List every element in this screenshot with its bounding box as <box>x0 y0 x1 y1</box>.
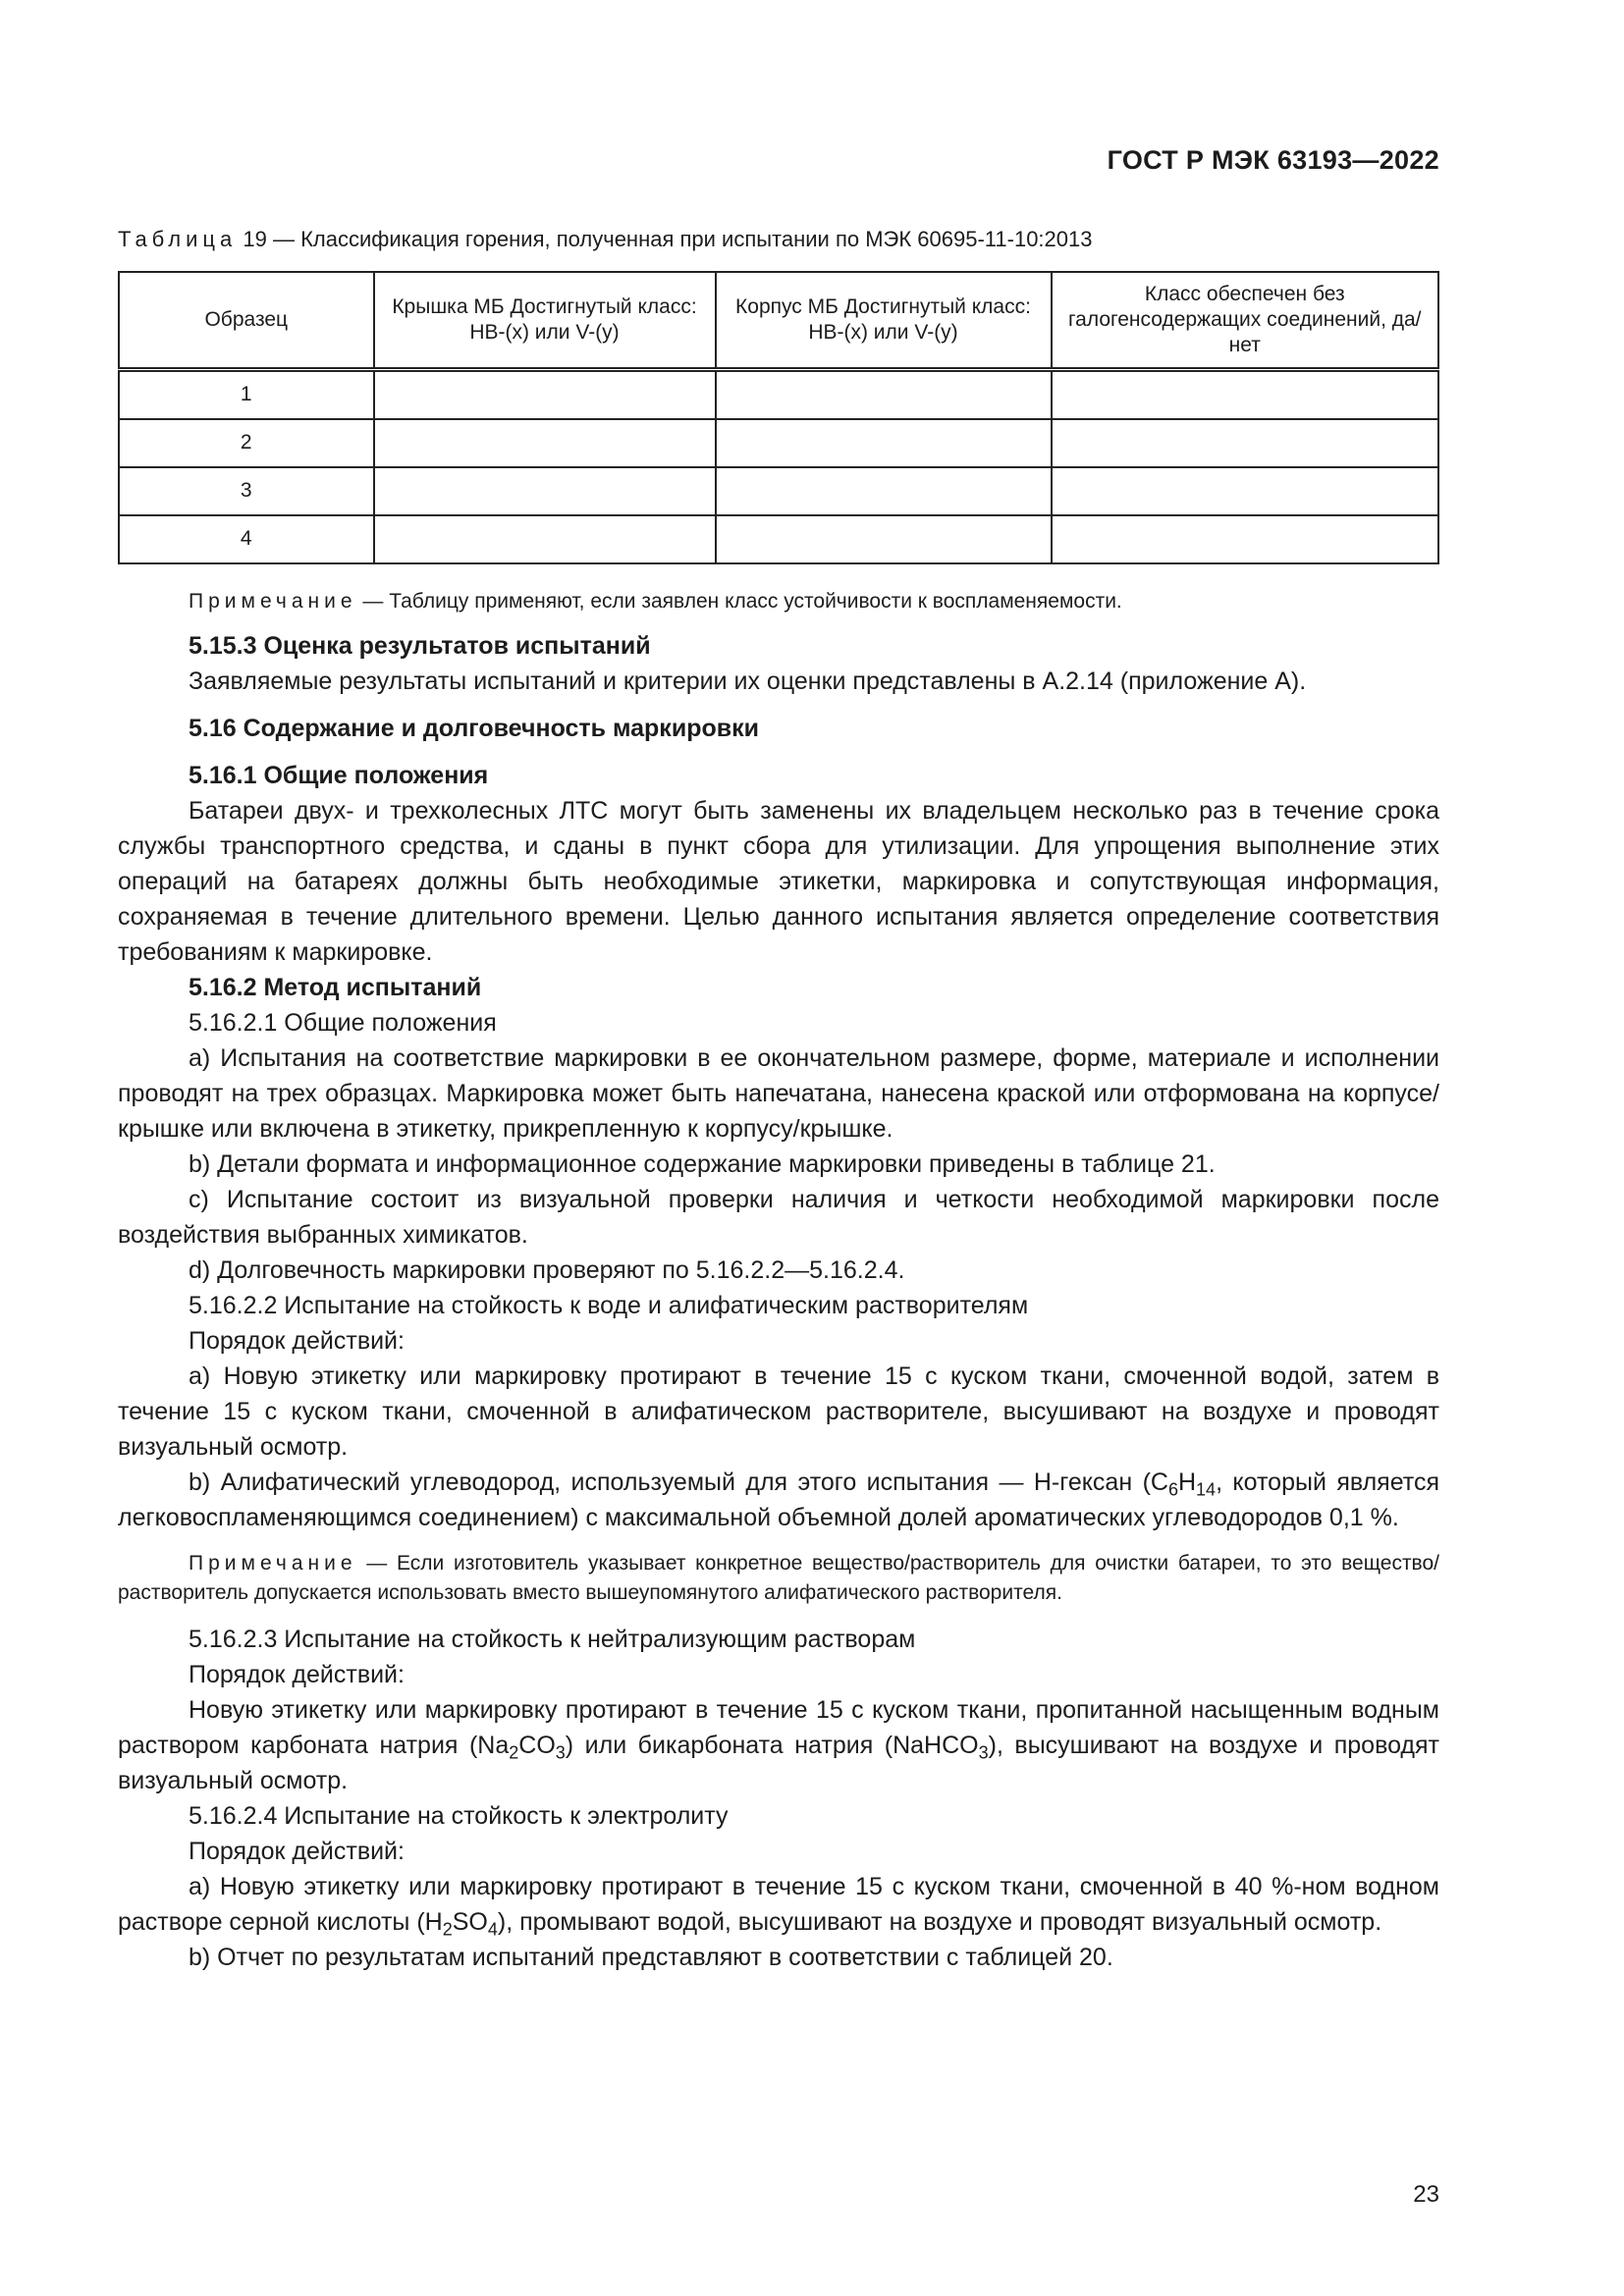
list-item: b) Отчет по результатам испытаний представляют в соответствии с таблицей 20. <box>189 1944 1113 1971</box>
note-label: Примечание <box>189 1552 357 1575</box>
section-heading-5-16-2: 5.16.2 Метод испытаний <box>189 974 482 1001</box>
table-header-row <box>119 272 1438 370</box>
note <box>118 1549 1439 1608</box>
sample-cell: 4 <box>119 515 374 563</box>
table-row <box>119 467 1438 515</box>
list-item: c) Испытание состоит из визуальной проверки наличия и четкости необходимой маркировки после воздействия выбранных химикатов. <box>118 1186 1439 1249</box>
empty-cell <box>1052 467 1439 515</box>
empty-cell <box>374 419 716 467</box>
list-item: d) Долговечность маркировки проверяют по 5.16.2.2—5.16.2.4. <box>189 1256 905 1284</box>
empty-cell <box>374 467 716 515</box>
section-heading-5-15-3: 5.15.3 Оценка результатов испытаний <box>189 632 651 660</box>
note-label: Примечание <box>189 590 357 613</box>
col-header-lid: Крышка МБ Достигнутый класс: НВ-(x) или V-(y) <box>374 272 716 370</box>
empty-cell <box>716 419 1052 467</box>
paragraph: Заявляемые результаты испытаний и критерии их оценки представлены в А.2.14 (приложение А). <box>189 667 1307 695</box>
sample-cell: 1 <box>119 370 374 420</box>
empty-cell <box>1052 419 1439 467</box>
table-note <box>118 587 1439 616</box>
empty-cell <box>1052 370 1439 420</box>
table-row <box>119 370 1438 420</box>
list-item: a) Испытания на соответствие маркировки в ее окончательном размере, форме, материале и исполнении проводят на трех образцах. Маркировка может быть напечатана, нанесена краской или отформована на корпусе/крышке или включена в этикетку, прикрепленную к корпусу/крышке. <box>118 1044 1439 1143</box>
document-body <box>118 587 1439 1975</box>
subsection-title: 5.16.2.1 Общие положения <box>189 1009 497 1037</box>
standard-number: ГОСТ Р МЭК 63193—2022 <box>1107 145 1439 175</box>
list-item: b) Алифатический углеводород, используемый для этого испытания — Н-гексан ($C_6H_{14}$, который является легковоспламеняющимся соединением) с максимальной объемной долей ароматических углеводородов 0,1 %. <box>118 1468 1439 1531</box>
section-heading-5-16-1: 5.16.1 Общие положения <box>189 762 489 789</box>
table-caption-text: 19 — Классификация горения, полученная при испытании по МЭК 60695-11-10:2013 <box>243 227 1093 251</box>
table-row <box>119 419 1438 467</box>
procedure-label: Порядок действий: <box>189 1327 405 1355</box>
empty-cell <box>1052 515 1439 563</box>
col-header-case: Корпус МБ Достигнутый класс: НВ-(x) или V-(y) <box>716 272 1052 370</box>
empty-cell <box>716 467 1052 515</box>
note-text: — Если изготовитель указывает конкретное вещество/растворитель для очистки батареи, то это вещество/растворитель допускается использовать вместо вышеупомянутого алифатического растворителя. <box>118 1552 1439 1604</box>
empty-cell <box>716 515 1052 563</box>
col-header-sample: Образец <box>119 272 374 370</box>
list-item: b) Детали формата и информационное содержание маркировки приведены в таблице 21. <box>189 1150 1216 1178</box>
table-caption-label: Таблица <box>118 227 238 251</box>
subsection-title: 5.16.2.3 Испытание на стойкость к нейтрализующим растворам <box>189 1626 916 1653</box>
table-caption <box>118 227 1092 252</box>
col-header-halogen-free: Класс обеспечен без галогенсодержащих соединений, да/нет <box>1052 272 1439 370</box>
section-heading-5-16: 5.16 Содержание и долговечность маркировки <box>189 715 759 742</box>
paragraph: Батареи двух- и трехколесных ЛТС могут быть заменены их владельцем несколько раз в течение срока службы транспортного средства, и сданы в пункт сбора для утилизации. Для упрощения выполнение этих операций на батареях должны быть необходимые этикетки, маркировка и сопутствующая информация, сохраняемая в течение длительного времени. Целью данного испытания является определение соответствия требованиям к маркировке. <box>118 797 1439 966</box>
empty-cell <box>374 515 716 563</box>
empty-cell <box>716 370 1052 420</box>
empty-cell <box>374 370 716 420</box>
sample-cell: 3 <box>119 467 374 515</box>
list-item: a) Новую этикетку или маркировку протирают в течение 15 с куском ткани, смоченной водой, затем в течение 15 с куском ткани, смоченной в алифатическом растворителе, высушивают на воздухе и проводят визуальный осмотр. <box>118 1362 1439 1461</box>
page-number: 23 <box>1413 2181 1439 2208</box>
sample-cell: 2 <box>119 419 374 467</box>
table-row <box>119 515 1438 563</box>
paragraph: Новую этикетку или маркировку протирают в течение 15 с куском ткани, пропитанной насыщенным водным раствором карбоната натрия $(Na_2CO_3)$ или бикарбоната натрия (NaHCO$_3$), высушивают на воздухе и проводят визуальный осмотр. <box>118 1696 1440 1794</box>
subsection-title: 5.16.2.2 Испытание на стойкость к воде и алифатическим растворителям <box>189 1292 1029 1319</box>
list-item: a) Новую этикетку или маркировку протирают в течение 15 с куском ткани, смоченной в 40 %-ном водном растворе серной кислоты $(H_2SO_4)$, промывают водой, высушивают на воздухе и проводят визуальный осмотр. <box>118 1873 1439 1940</box>
subsection-title: 5.16.2.4 Испытание на стойкость к электролиту <box>189 1802 729 1830</box>
classification-table <box>118 271 1439 564</box>
procedure-label: Порядок действий: <box>189 1661 405 1688</box>
note-text: — Таблицу применяют, если заявлен класс устойчивости к воспламеняемости. <box>362 590 1122 613</box>
procedure-label: Порядок действий: <box>189 1838 405 1865</box>
